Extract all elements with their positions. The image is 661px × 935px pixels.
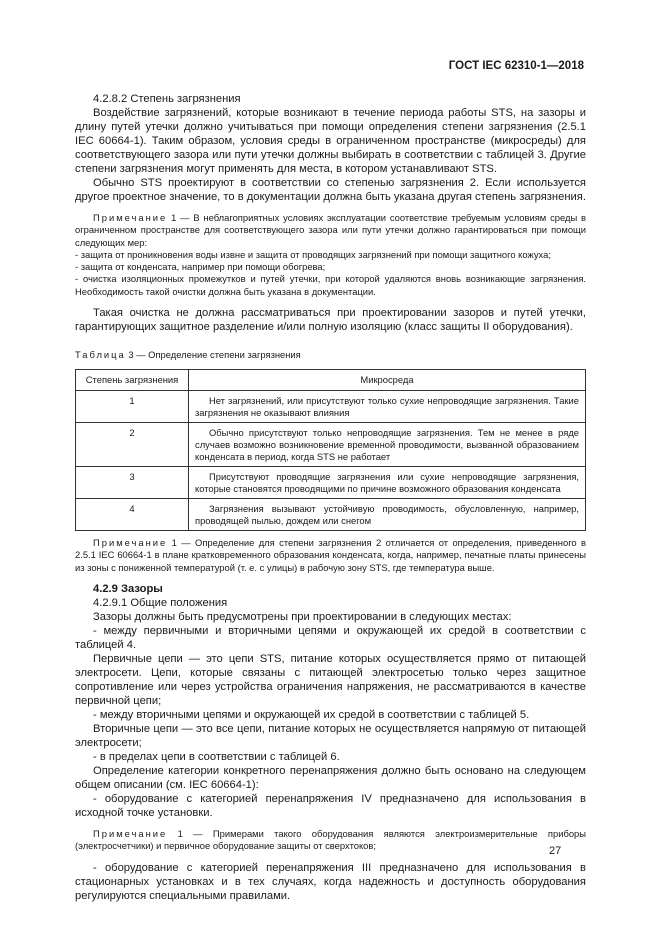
pollution-degree-table	[75, 369, 586, 531]
note-item: - защита от проникновения воды извне и защита от проводящих загрязнений при помощи защитного кожуха;	[75, 248, 551, 260]
note-item: - очистка изоляционных промежутков и путей утечки, при которой удаляются вновь возникающие загрязнения. Необходимость такой очистки должна быть указана в документации.	[75, 273, 586, 297]
table-caption-label: Таблица	[75, 349, 126, 361]
standard-code-header: ГОСТ IEC 62310-1—2018	[448, 60, 584, 72]
note-text: 1 — Определение для степени загрязнения 2 отличается от определения, приведенного в 2.5.1 IEC 60664-1 в плане кратковременного образования конденсата, когда, например, печатные платы принесены из зоны с пониженной температурой (т. е. с улицы) в рабочую зону STS, где температура выше.	[75, 537, 586, 573]
section-429-title: 4.2.9 Зазоры	[93, 582, 163, 595]
page-body	[75, 92, 586, 903]
table-row	[76, 391, 586, 423]
degree-cell: 1	[76, 391, 189, 423]
note-text: 1 — Примерами такого оборудования являются электроизмерительные приборы (электросчетчики) и первичное оборудование защиты от сверхтоков;	[75, 827, 586, 852]
section-429-line: Первичные цепи — это цепи STS, питание которых осуществляется прямо от питающей электросети. Цепи, которые связаны с питающей электросетью только через защитное сопротивление или через устройства ограничения напряжения, не рассматриваются в качестве первичной цепи;	[75, 652, 586, 707]
section-4282-paragraph-1: Воздействие загрязнений, которые возникают в течение периода работы STS, на зазоры и длину путей утечки должно учитываться при помощи определения степени загрязнения (2.5.1 IEC 60664-1). Таким образом, условия среды в ограниченном пространстве (микросреды) для соответствующего зазора или пути утечки должны выбирать в соответствии с таблицей 3. Другие степени загрязнения могут применять для места, в котором устанавливают STS.	[75, 107, 586, 175]
degree-cell: 4	[76, 499, 189, 531]
table-row	[76, 499, 586, 531]
note-label: Примечание	[93, 212, 168, 223]
degree-cell: 2	[76, 423, 189, 467]
section-4282-paragraph-3: Такая очистка не должна рассматриваться при проектировании зазоров и путей утечки, гарантирующих защитное разделение и/или полную изоляцию (класс защиты II оборудования).	[75, 307, 586, 334]
note-label: Примечание	[93, 537, 168, 549]
table-row	[76, 423, 586, 467]
section-429-last-line: - оборудование с категорией перенапряжения III предназначено для использования в стационарных установках и в тех случаях, когда надежность и доступность оборудования регулируются специальными правилами.	[75, 861, 586, 902]
section-429-line: - в пределах цепи в соответствии с таблицей 6.	[93, 750, 340, 763]
column-header-microenvironment: Микросреда	[189, 370, 586, 391]
table-3-caption	[75, 348, 586, 362]
note-mitigation	[75, 212, 586, 298]
section-4291-title: 4.2.9.1 Общие положения	[93, 596, 228, 609]
note-text: 1 — В неблагоприятных условиях эксплуатации соответствие требуемым условиям среды в ограниченном пространстве для соответствующего зазора или пути утечки должно гарантироваться при помощи следующих мер:	[75, 212, 586, 248]
table-row	[76, 467, 586, 499]
section-429-line: - оборудование с категорией перенапряжения IV предназначено для использования в исходной точке установки.	[75, 792, 586, 819]
note-item: - защита от конденсата, например при помощи обогрева;	[75, 261, 326, 273]
microenvironment-cell: Обычно присутствуют только непроводящие загрязнения. Тем не менее в ряде случаев возможно возникновение временной проводимости, вызванной образованием конденсата в период, когда STS не работает	[189, 423, 586, 467]
section-429-line: - между первичными и вторичными цепями и окружающей их средой в соответствии с таблицей 4.	[75, 624, 586, 651]
page-number: 27	[549, 845, 562, 857]
section-4282-title: 4.2.8.2 Степень загрязнения	[93, 93, 241, 105]
section-429-line: Вторичные цепи — это все цепи, питание которых не осуществляется напрямую от питающей электросети;	[75, 722, 586, 749]
microenvironment-cell: Нет загрязнений, или присутствуют только сухие непроводящие загрязнения. Такие загрязнения не оказывают влияния	[189, 391, 586, 423]
note-overvoltage-examples	[75, 828, 586, 853]
microenvironment-cell: Присутствуют проводящие загрязнения или сухие непроводящие загрязнения, которые становятся проводящими по причине возможного образования конденсата	[189, 467, 586, 499]
section-429-line: - между вторичными цепями и окружающей их средой в соответствии с таблицей 5.	[93, 708, 530, 721]
table-3-note	[75, 537, 586, 574]
microenvironment-cell: Загрязнения вызывают устойчивую проводимость, обусловленную, например, проводящей пылью, дождем или снегом	[189, 499, 586, 531]
degree-cell: 3	[76, 467, 189, 499]
column-header-degree: Степень загрязнения	[76, 370, 189, 391]
section-429-line: Зазоры должны быть предусмотрены при проектировании в следующих местах:	[93, 610, 512, 623]
table-caption-text: 3 — Определение степени загрязнения	[125, 349, 301, 361]
section-429-line: Определение категории конкретного перенапряжения должно быть основано на следующем общем описании (см. IEC 60664-1):	[75, 764, 586, 791]
table-header-row	[76, 370, 586, 391]
section-4282-paragraph-2: Обычно STS проектируют в соответствии со степенью загрязнения 2. Если используется другое проектное значение, то в документации должна быть указана другая степень загрязнения.	[75, 177, 586, 203]
note-label: Примечание	[93, 827, 168, 839]
